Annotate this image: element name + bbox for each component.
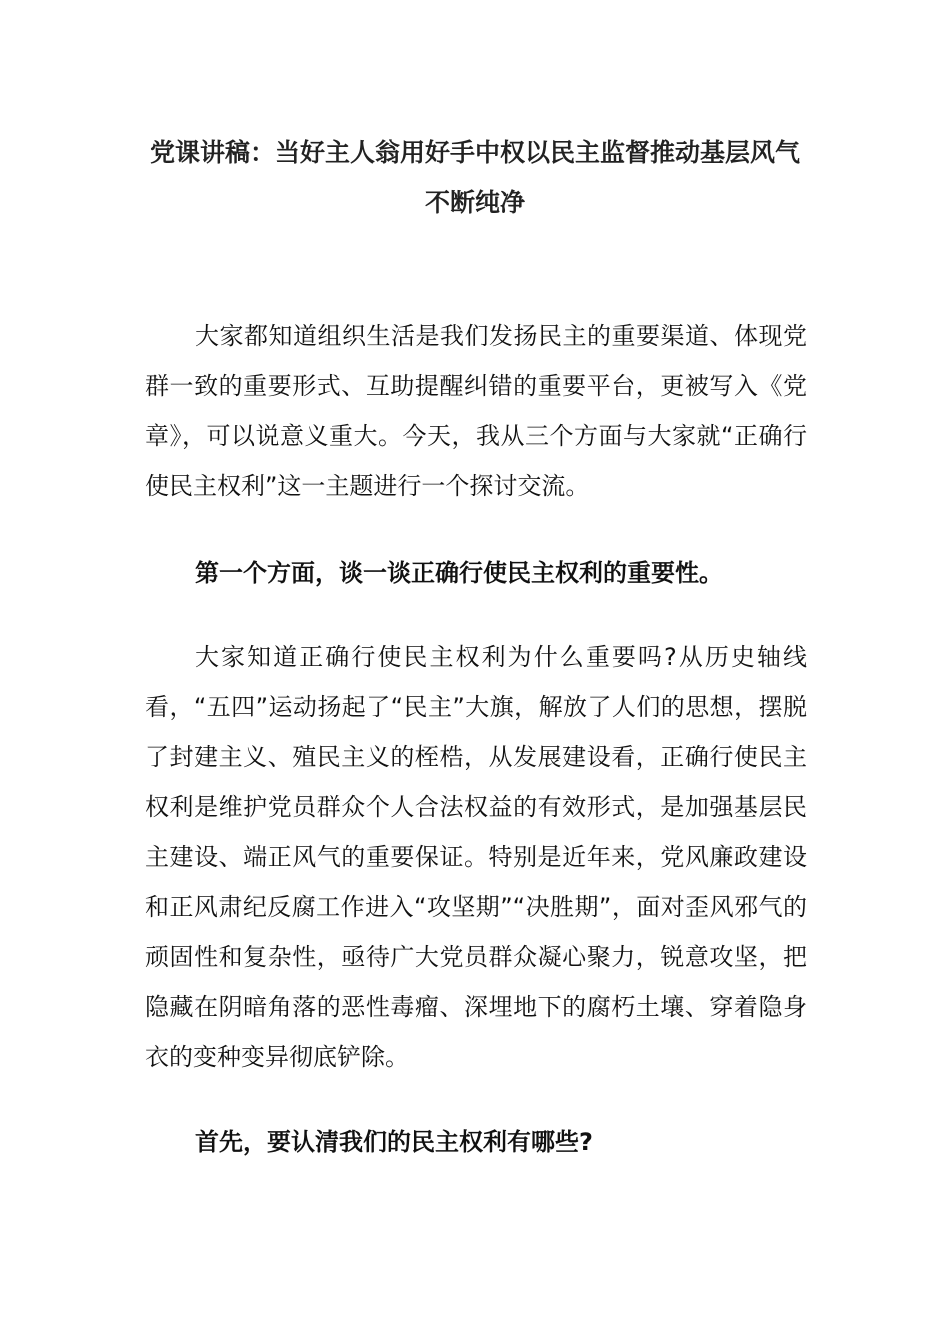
body-paragraph: 大家知道正确行使民主权利为什么重要吗?从历史轴线看，“五四”运动扬起了“民主”大旗，解放了人们的思想，摆脱了封建主义、殖民主义的桎梏，从发展建设看，正确行使民主权利是维护党员群众个人合法权益的有效形式，是加强基层民主建设、端正风气的重要保证。特别是近年来，党风廉政建设和正风肃纪反腐工作进入“攻坚期”“决胜期”，面对歪风邪气的顽固性和复杂性，亟待广大党员群众凝心聚力，锐意攻坚，把隐藏在阴暗角落的恶性毒瘤、深埋地下的腐朽土壤、穿着隐身衣的变种变异彻底铲除。 — [145, 643, 807, 1071]
document-title: 党课讲稿：当好主人翁用好手中权以民主监督推动基层风气不断纯净 — [150, 138, 801, 217]
section-heading: 第一个方面，谈一谈正确行使民主权利的重要性。 — [195, 559, 723, 587]
body-paragraph: 大家都知道组织生活是我们发扬民主的重要渠道、体现党群一致的重要形式、互助提醒纠错的重要平台，更被写入《党章》，可以说意义重大。今天，我从三个方面与大家就“正确行使民主权利”这一主题进行一个探讨交流。 — [145, 322, 807, 500]
section-heading: 首先，要认清我们的民主权利有哪些? — [195, 1128, 593, 1156]
